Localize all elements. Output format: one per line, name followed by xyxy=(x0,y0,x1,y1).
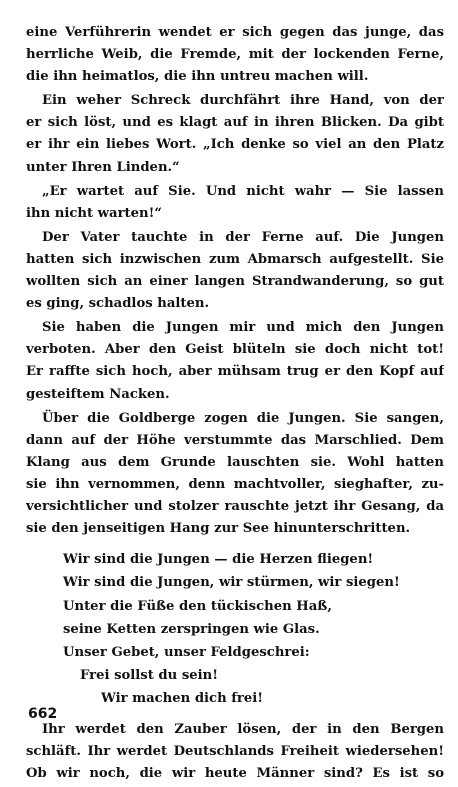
book-page xyxy=(26,22,444,787)
verse-line: Frei sollst du sein! xyxy=(80,668,219,684)
paragraph-2 xyxy=(26,90,444,178)
verse-line: seine Ketten zerspringen wie Glas. xyxy=(63,621,320,637)
paragraph-3 xyxy=(26,181,444,225)
text-line: Ihr werdet den Zauber lösen, der in den Bergen xyxy=(42,721,444,737)
text-line: herrliche Weib, die Fremde, mit der lockenden Ferne, xyxy=(26,47,444,63)
text-line: wollten sich an einer langen Strandwanderung, so gut xyxy=(26,274,444,290)
text-line: dann auf der Höhe verstummte das Marschlied. Dem xyxy=(26,432,444,448)
text-line: hatten sich inzwischen zum Abmarsch aufgestellt. Sie xyxy=(26,251,444,267)
text-line: er sich löst, und es klagt auf in ihren Blicken. Da gibt xyxy=(26,115,444,131)
paragraph-1 xyxy=(26,22,444,88)
text-line: gesteiftem Nacken. xyxy=(26,386,170,402)
text-line: Der Vater tauchte in der Ferne auf. Die Jungen xyxy=(42,229,444,245)
song-verse xyxy=(63,548,444,710)
text-line: Sie haben die Jungen mir und mich den Jungen xyxy=(42,320,444,336)
text-line: er ihr ein liebes Wort. „Ich denke so viel an den Platz xyxy=(26,137,444,153)
text-line: Er raffte sich hoch, aber mühsam trug er den Kopf auf xyxy=(26,364,444,380)
text-line: versichtlicher und stolzer rauschte jetzt ihr Gesang, da xyxy=(26,498,444,514)
paragraph-5 xyxy=(26,317,444,405)
page-number: 662 xyxy=(28,706,58,722)
verse-line: Wir sind die Jungen, wir stürmen, wir siegen! xyxy=(63,575,400,591)
text-line: Ob wir noch, die wir heute Männer sind? Es ist so xyxy=(26,765,444,781)
text-line: Klang aus dem Grunde lauschten sie. Wohl hatten xyxy=(26,454,444,470)
paragraph-7 xyxy=(26,719,444,785)
text-line: Ein weher Schreck durchfährt ihre Hand, von der xyxy=(42,93,444,109)
text-line: unter Ihren Linden.“ xyxy=(26,159,180,175)
paragraph-6 xyxy=(26,408,444,541)
text-line: sie den jenseitigen Hang zur See hinunterschritten. xyxy=(26,521,411,537)
text-line: eine Verführerin wendet er sich gegen das junge, das xyxy=(26,25,444,40)
verse-line: Wir machen dich frei! xyxy=(101,691,264,707)
text-line: verboten. Aber den Geist blüteln sie doch nicht tot! xyxy=(26,342,444,358)
paragraph-4 xyxy=(26,227,444,315)
verse-line: Wir sind die Jungen — die Herzen fliegen! xyxy=(63,552,374,568)
text-line: ihn nicht warten!“ xyxy=(26,205,162,221)
text-line: die ihn heimatlos, die ihn untreu machen will. xyxy=(26,69,369,85)
text-line: „Er wartet auf Sie. Und nicht wahr — Sie lassen xyxy=(42,183,444,199)
text-line: es ging, schadlos halten. xyxy=(26,296,210,312)
verse-line: Unser Gebet, unser Feldgeschrei: xyxy=(63,644,310,660)
text-line: schläft. Ihr werdet Deutschlands Freiheit wiedersehen! xyxy=(26,743,444,759)
text-line: sie ihn vernommen, denn machtvoller, sieghafter, zu- xyxy=(26,476,444,492)
text-line: Über die Goldberge zogen die Jungen. Sie sangen, xyxy=(42,410,444,426)
verse-line: Unter die Füße den tückischen Haß, xyxy=(63,598,332,614)
